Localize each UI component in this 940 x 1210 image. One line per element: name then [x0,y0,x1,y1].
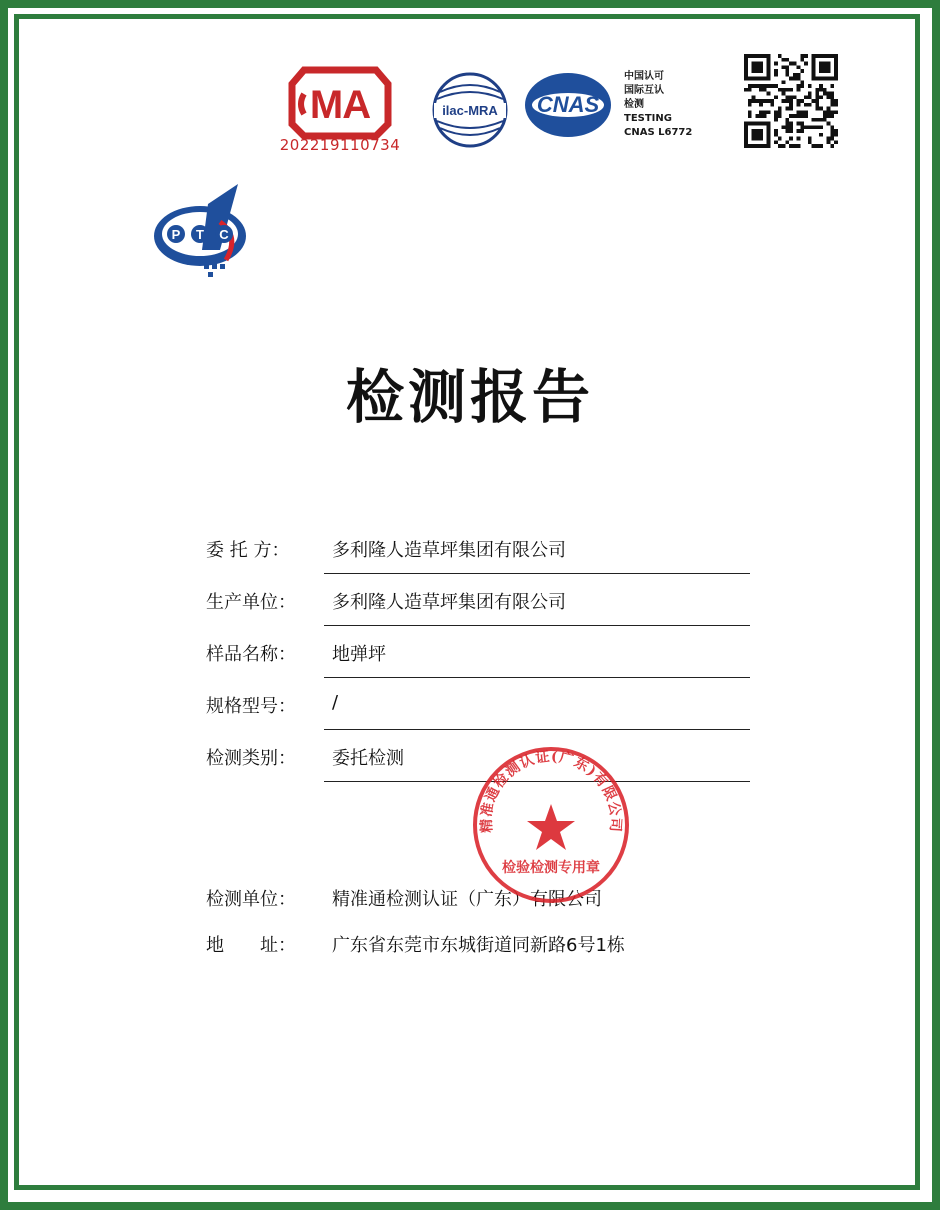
test-category-value: 委托检测 [332,748,404,769]
ptc-letter: P [171,227,181,242]
ptc-letter: T [196,227,204,242]
manufacturer-label: 生产单位： [206,592,296,613]
field-underline [324,729,750,730]
model-label: 规格型号： [206,696,296,717]
sample-name-label: 样品名称： [206,644,296,665]
field-underline [324,625,750,626]
ilac-mra-logo [428,70,512,150]
official-seal [470,744,632,906]
cnas-info-line: TESTING [624,113,672,124]
client-label: 委 托 方： [206,540,290,561]
ilac-text: ilac-MRA [442,103,498,118]
testing-unit-value: 精准通检测认证（广东）有限公司 [332,889,602,910]
field-underline [324,573,750,574]
cnas-info-line: CNAS L6772 [624,127,693,138]
ptc-letter: C [219,227,229,242]
client-value: 多利隆人造草坪集团有限公司 [332,540,566,561]
seal-bottom-text: 检验检测专用章 [502,860,600,876]
cma-number: 202219110734 [279,136,401,154]
seal-star-icon [527,804,575,850]
address-value: 广东省东莞市东城街道同新路6号1栋 [332,935,625,956]
test-category-label: 检测类别： [206,748,296,769]
cnas-text: CNAS [536,92,600,117]
seal-ring-text: 精准通检测认证(广东)有限公司 [478,748,624,834]
cnas-info-line: 国际互认 [624,85,664,96]
report-title: 检测报告 [345,363,594,431]
ptc-logo [150,180,260,284]
address-label: 地 址： [206,935,296,956]
cnas-info-line: 中国认可 [624,71,664,82]
model-value: / [332,692,339,713]
cnas-info [624,70,704,140]
manufacturer-value: 多利隆人造草坪集团有限公司 [332,592,566,613]
svg-text:MA: MA [309,83,371,127]
sample-name-value: 地弹坪 [332,644,386,665]
cnas-info-line: 检测 [624,99,644,110]
testing-unit-label: 检测单位： [206,889,296,910]
cnas-logo [522,70,614,140]
qr-code [744,54,838,148]
field-underline [324,677,750,678]
